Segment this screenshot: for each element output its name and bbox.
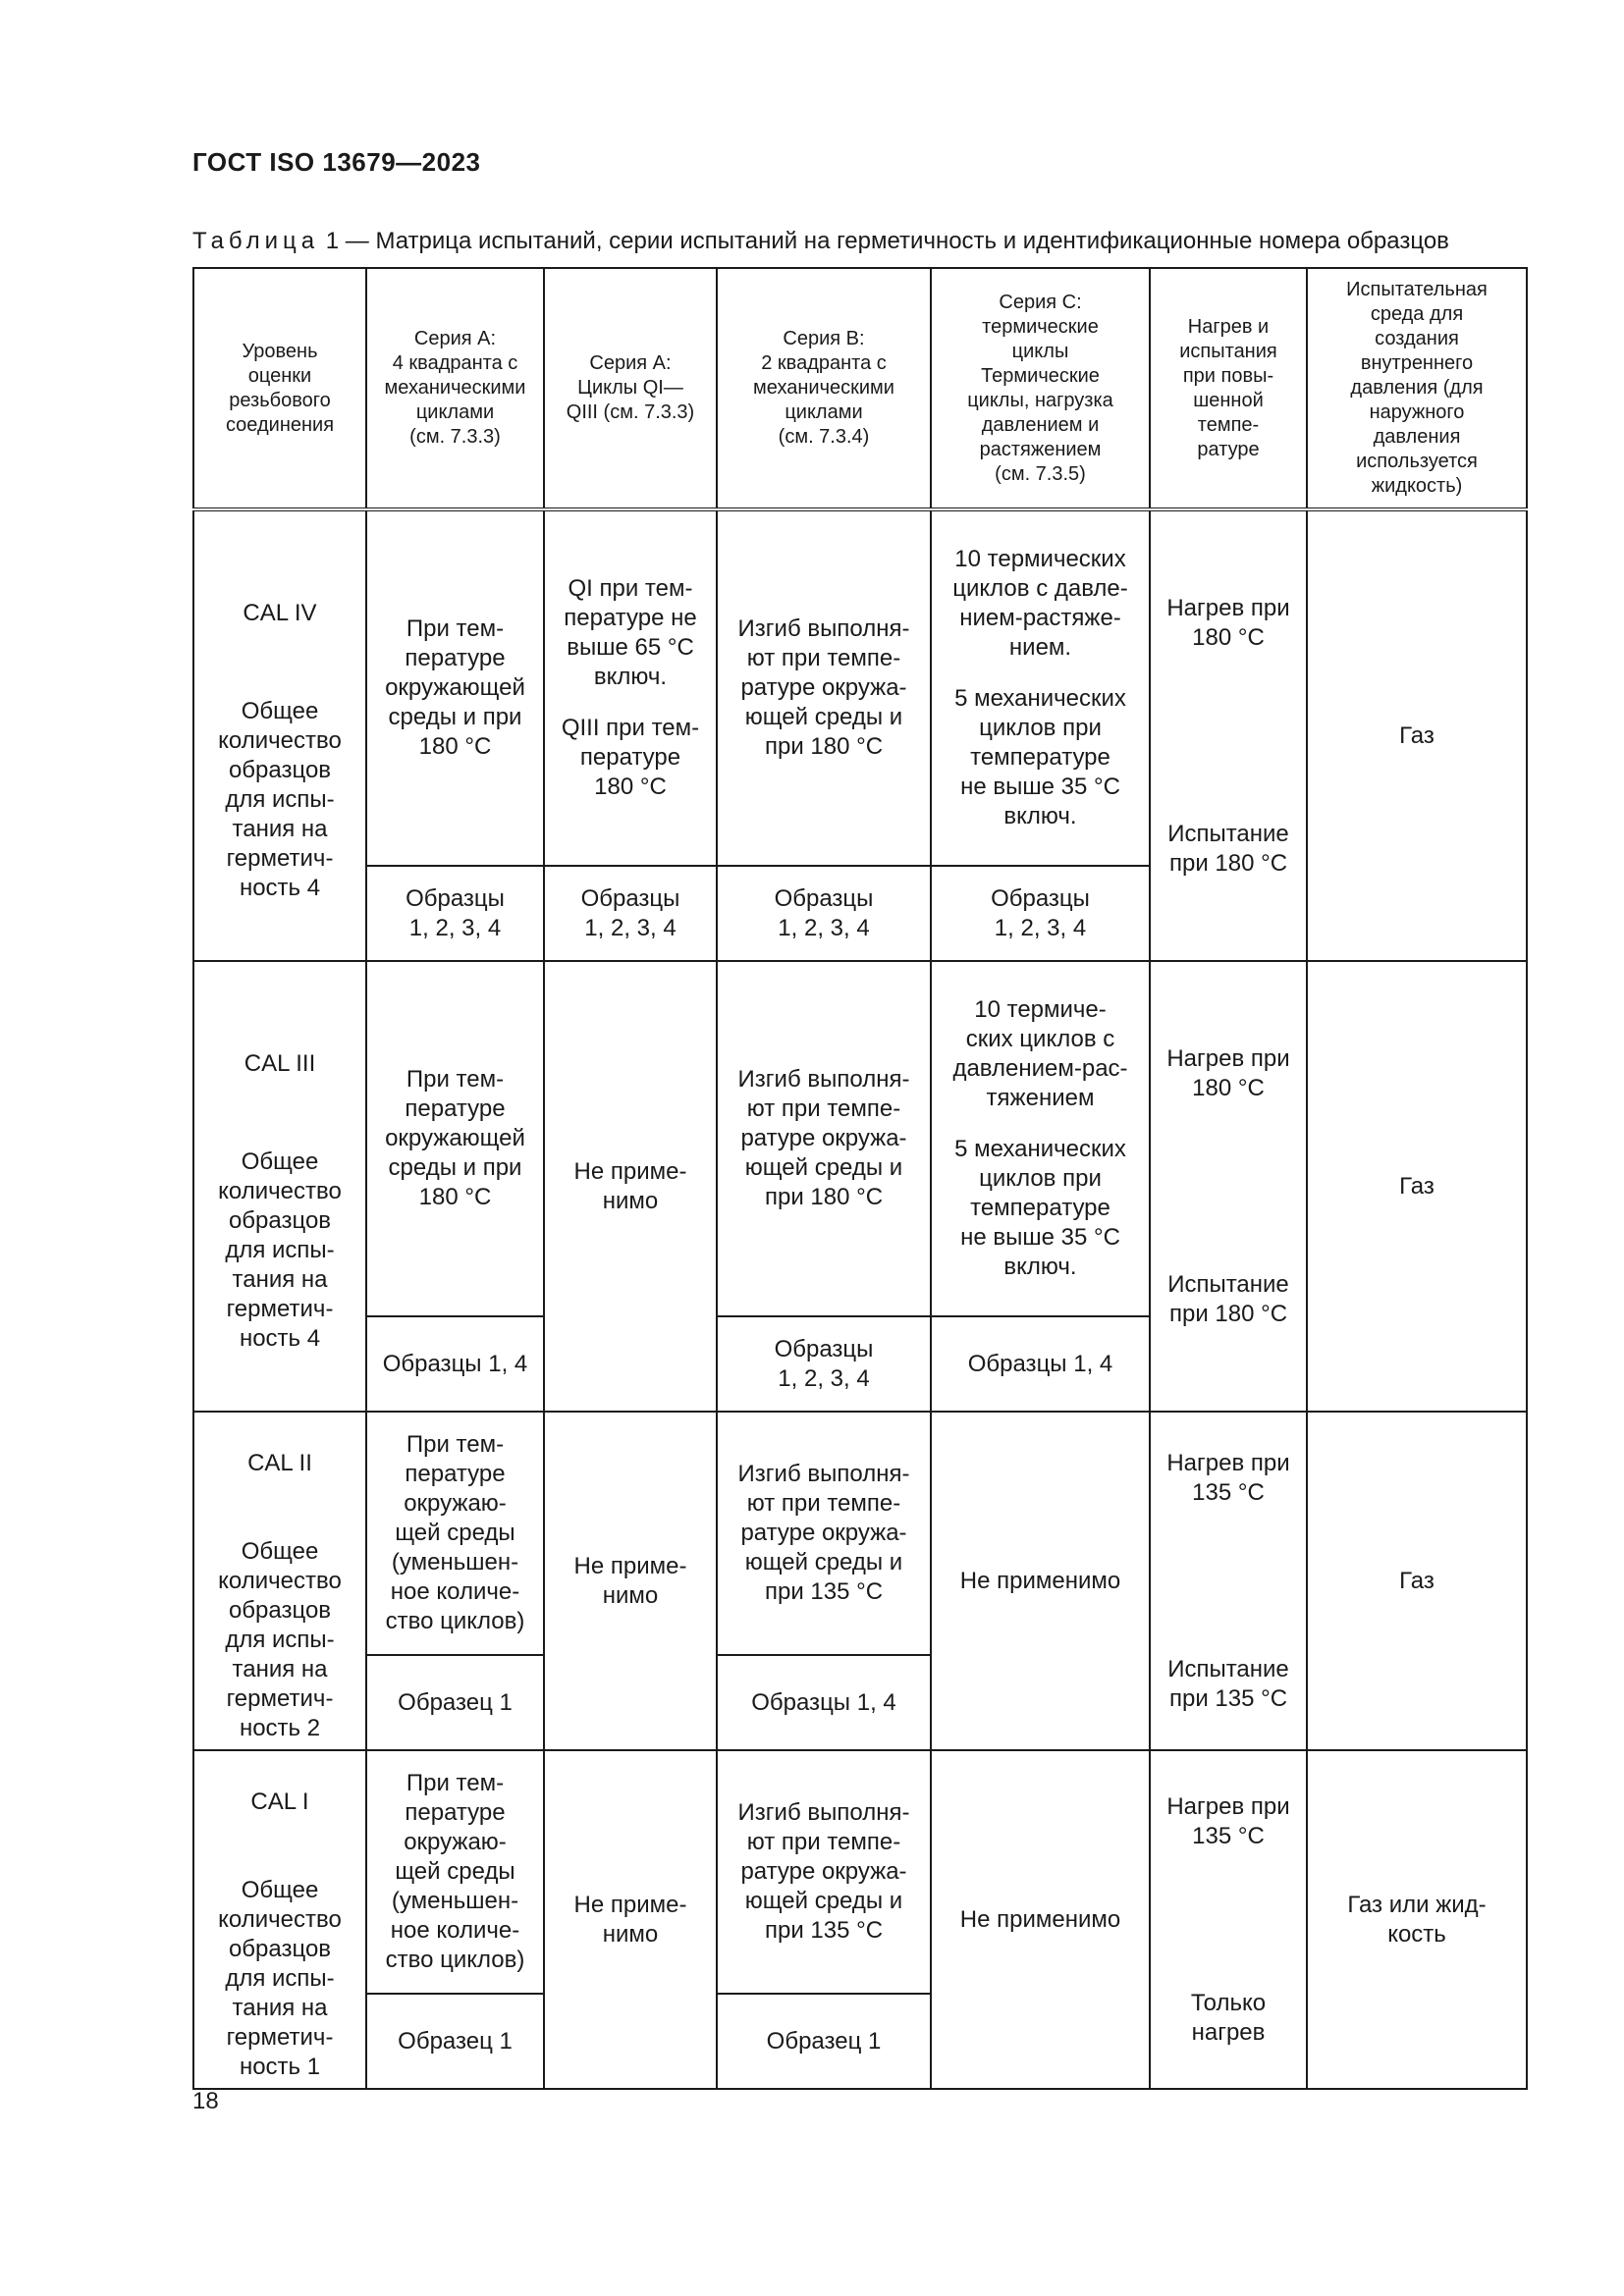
- series-b-samples: Образцы 1, 2, 3, 4: [717, 1316, 931, 1412]
- testing-text: Испытание при 180 °С: [1167, 1270, 1289, 1327]
- level-total: Общее количество образцов для испы- тания на герметич- ность 4: [218, 697, 342, 901]
- level-code: CAL III: [244, 1049, 316, 1077]
- level-total: Общее количество образцов для испы- тания на герметич- ность 4: [218, 1148, 342, 1352]
- heating-cell: [1150, 1412, 1307, 1750]
- heating-text: Нагрев при 135 °С: [1166, 1792, 1290, 1849]
- table-caption-label: Таблица: [192, 228, 320, 254]
- series-a-cycles-cell: [544, 509, 717, 866]
- series-c-text: 5 механических циклов при температуре не выше 35 °С включ.: [954, 1136, 1126, 1280]
- series-b-samples: Образцы 1, 2, 3, 4: [717, 866, 931, 961]
- medium-cell: Газ: [1307, 961, 1527, 1412]
- level-cell: [193, 961, 366, 1412]
- heating-cell: [1150, 961, 1307, 1412]
- series-a4-cell: При тем- пературе окружаю- щей среды (уменьшен- ное количе- ство циклов): [366, 1412, 544, 1655]
- series-c-cell: Не применимо: [931, 1412, 1150, 1750]
- series-a4-samples: Образцы 1, 2, 3, 4: [366, 866, 544, 961]
- level-total: Общее количество образцов для испы- тания на герметич- ность 1: [218, 1876, 342, 2080]
- series-b-samples: Образец 1: [717, 1994, 931, 2089]
- header-series-c: Серия С: термические циклы Термические циклы, нагрузка давлением и растяжением (см. 7.3.5): [931, 268, 1150, 509]
- series-c-samples: Образцы 1, 4: [931, 1316, 1150, 1412]
- medium-cell: Газ: [1307, 509, 1527, 961]
- medium-cell: Газ: [1307, 1412, 1527, 1750]
- heating-text: Нагрев при 135 °С: [1166, 1449, 1290, 1506]
- series-b-cell: Изгиб выполня- ют при темпе- ратуре окружа- ющей среды и при 180 °С: [717, 509, 931, 866]
- series-a-cycles-samples: Образцы 1, 2, 3, 4: [544, 866, 717, 961]
- heating-text: Нагрев при 180 °С: [1166, 594, 1290, 651]
- heating-cell: [1150, 1750, 1307, 2089]
- testing-text: Испытание при 180 °С: [1167, 820, 1289, 877]
- page-number: 18: [192, 2088, 219, 2114]
- series-a-cycles-cell: Не приме- нимо: [544, 1412, 717, 1750]
- level-code: CAL I: [250, 1788, 309, 1815]
- series-a-cycles-cell: Не приме- нимо: [544, 1750, 717, 2089]
- series-c-text: 10 термических циклов с давле- нием-растяже- нием.: [952, 546, 1128, 661]
- series-a4-samples: Образцы 1, 4: [366, 1316, 544, 1412]
- table-row: [193, 1412, 1527, 1655]
- table-row: [193, 509, 1527, 866]
- series-a-cycles-text: QI при тем- пературе не выше 65 °С включ.: [564, 575, 697, 690]
- header-row: [193, 268, 1527, 509]
- series-a-cycles-text: QIII при тем- пературе 180 °С: [561, 715, 700, 800]
- table-row: [193, 961, 1527, 1316]
- header-level: Уровень оценки резьбового соединения: [193, 268, 366, 509]
- level-cell: [193, 509, 366, 961]
- series-b-samples: Образцы 1, 4: [717, 1655, 931, 1750]
- series-a4-samples: Образец 1: [366, 1655, 544, 1750]
- series-a4-cell: При тем- пературе окружающей среды и при 180 °С: [366, 509, 544, 866]
- table-row: [193, 1750, 1527, 1994]
- level-cell: [193, 1750, 366, 2089]
- series-a4-samples: Образец 1: [366, 1994, 544, 2089]
- heating-cell: [1150, 509, 1307, 961]
- series-c-cell: Не применимо: [931, 1750, 1150, 2089]
- testing-text: Испытание при 135 °С: [1167, 1655, 1289, 1712]
- level-cell: [193, 1412, 366, 1750]
- header-series-a-cycles: Серия А: Циклы QI— QIII (см. 7.3.3): [544, 268, 717, 509]
- level-code: CAL IV: [243, 599, 317, 626]
- series-b-cell: Изгиб выполня- ют при темпе- ратуре окружа- ющей среды и при 180 °С: [717, 961, 931, 1316]
- header-medium: Испытательная среда для создания внутреннего давления (для наружного давления используется жидкость): [1307, 268, 1527, 509]
- series-b-cell: Изгиб выполня- ют при темпе- ратуре окружа- ющей среды и при 135 °С: [717, 1412, 931, 1655]
- testing-text: Только нагрев: [1190, 1989, 1267, 2046]
- test-matrix-table: [192, 267, 1528, 2090]
- header-series-b: Серия В: 2 квадранта с механическими циклами (см. 7.3.4): [717, 268, 931, 509]
- series-a-cycles-cell: Не приме- нимо: [544, 961, 717, 1412]
- series-a4-cell: При тем- пературе окружающей среды и при 180 °С: [366, 961, 544, 1316]
- series-a4-cell: При тем- пературе окружаю- щей среды (уменьшен- ное количе- ство циклов): [366, 1750, 544, 1994]
- series-c-cell: [931, 509, 1150, 866]
- level-total: Общее количество образцов для испы- тания на герметич- ность 2: [218, 1537, 342, 1741]
- table-caption-text: 1 — Матрица испытаний, серии испытаний на герметичность и идентификационные номера образцов: [319, 228, 1449, 254]
- table-caption: [192, 228, 1528, 255]
- series-c-text: 5 механических циклов при температуре не выше 35 °С включ.: [954, 685, 1126, 829]
- series-b-cell: Изгиб выполня- ют при темпе- ратуре окружа- ющей среды и при 135 °С: [717, 1750, 931, 1994]
- level-code: CAL II: [247, 1449, 312, 1476]
- header-heating: Нагрев и испытания при повы- шенной темпе- ратуре: [1150, 268, 1307, 509]
- series-c-samples: Образцы 1, 2, 3, 4: [931, 866, 1150, 961]
- heating-text: Нагрев при 180 °С: [1166, 1044, 1290, 1101]
- series-c-cell: [931, 961, 1150, 1316]
- header-series-a4: Серия А: 4 квадранта с механическими циклами (см. 7.3.3): [366, 268, 544, 509]
- document-code: ГОСТ ISO 13679—2023: [192, 147, 481, 177]
- medium-cell: Газ или жид- кость: [1307, 1750, 1527, 2089]
- series-c-text: 10 термиче- ских циклов с давлением-рас- тяжением: [952, 996, 1128, 1111]
